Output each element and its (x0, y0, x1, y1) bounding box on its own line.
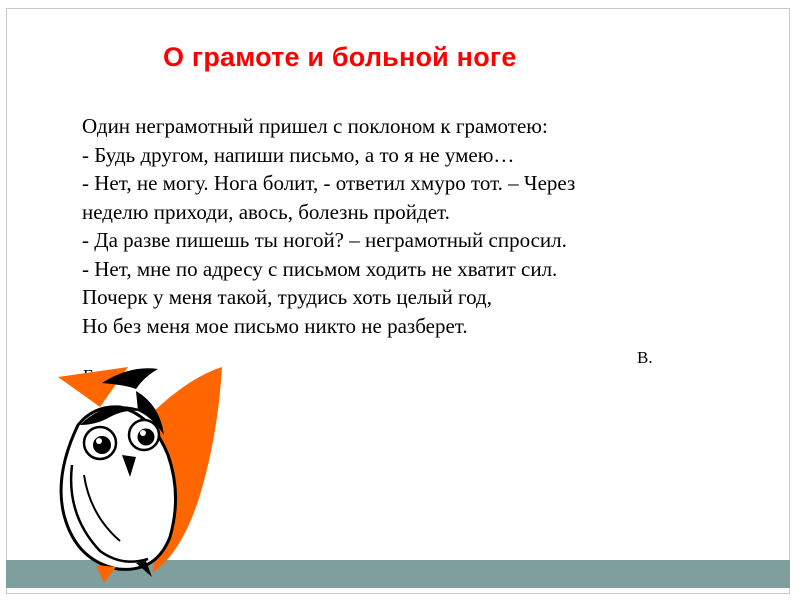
owl-left-foot (96, 565, 116, 583)
owl-icon (40, 355, 225, 585)
poem-line: - Нет, не могу. Нога болит, - ответил хмуро тот. – Через (82, 171, 576, 195)
owl-right-glint (140, 430, 146, 436)
poem-line: - Да разве пишешь ты ногой? – неграмотный спросил. (82, 228, 567, 252)
owl-right-pupil (138, 429, 155, 446)
owl-left-tuft (58, 367, 128, 407)
poem-line: Один неграмотный пришел с поклоном к грамотею: (82, 114, 548, 138)
poem-text (82, 112, 722, 340)
owl-left-pupil (93, 436, 111, 454)
author-initial: В. (637, 348, 653, 367)
slide-title: О грамоте и больной ноге (163, 42, 517, 72)
owl-left-glint (96, 438, 102, 444)
poem-line: Но без меня мое письмо никто не разберет. (82, 313, 468, 338)
poem-line: Почерк у меня такой, трудись хоть целый год, (82, 285, 492, 309)
poem-line: - Будь другом, напиши письмо, а то я не умею… (82, 142, 515, 167)
poem-line: - Нет, мне по адресу с письмом ходить не хватит сил. (82, 256, 558, 281)
poem-line: неделю приходи, авось, болезнь пройдет. (82, 199, 450, 224)
